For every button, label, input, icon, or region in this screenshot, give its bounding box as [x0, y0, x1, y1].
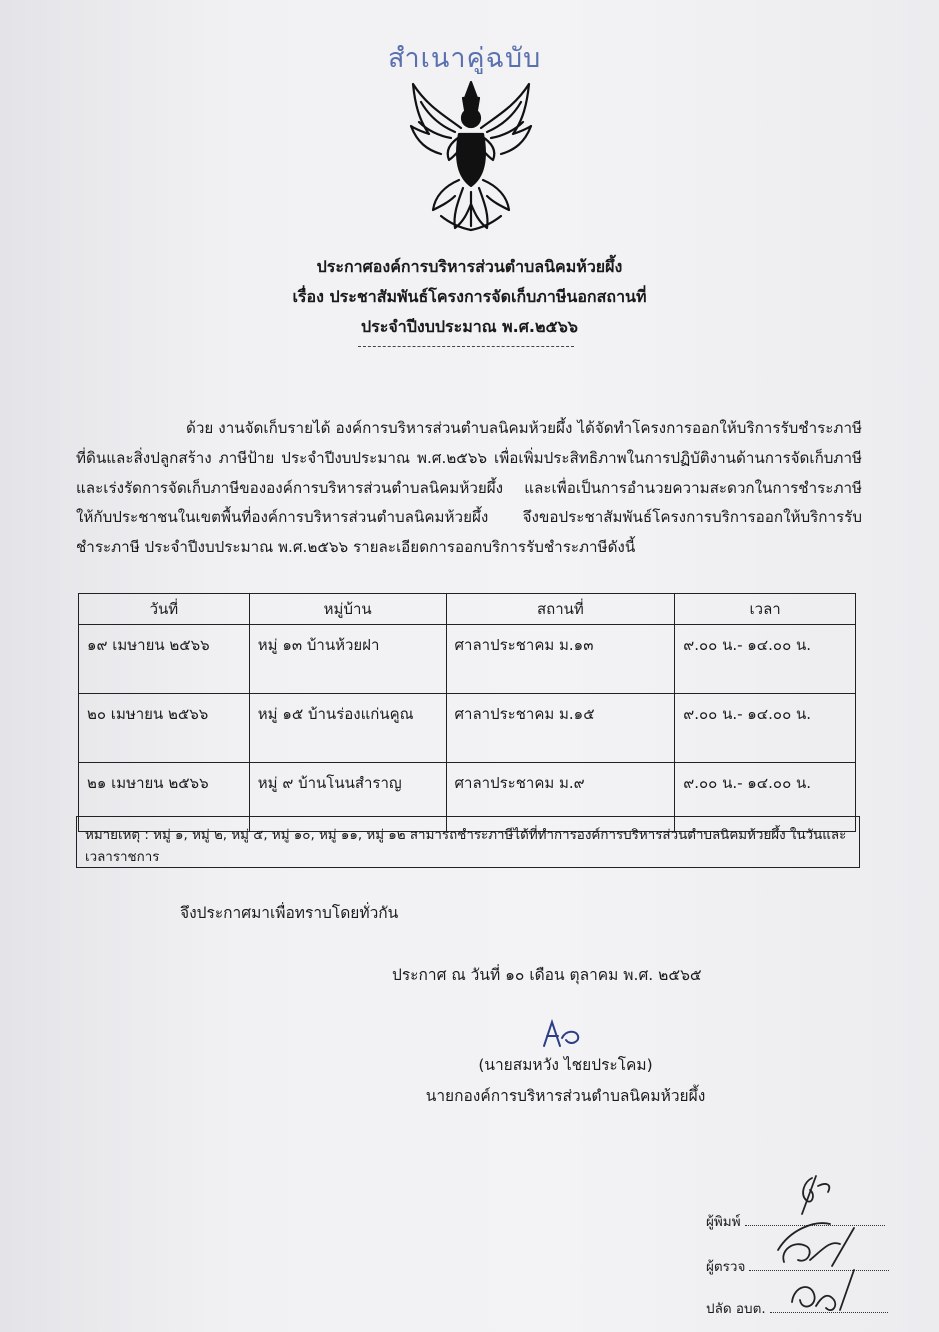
body-paragraph — [76, 414, 862, 563]
typist-label: ผู้พิมพ์ — [706, 1214, 741, 1230]
table-note: หมายเหตุ : หมู่ ๑, หมู่ ๒, หมู่ ๕, หมู่ ๑๐, หมู่ ๑๑, หมู่ ๑๒ สามารถชำระภาษีได้ที่ทำการองค์การบริหารส่วนตำบลนิคมห้วยผึ้ง ในวันและเวลาราชการ — [76, 816, 860, 868]
cell-location: ศาลาประชาคม ม.๑๓ — [446, 625, 675, 694]
schedule-table — [78, 593, 856, 832]
header-village: หมู่บ้าน — [249, 594, 446, 625]
cell-location: ศาลาประชาคม ม.๙ — [446, 763, 675, 832]
cell-date: ๒๐ เมษายน ๒๕๖๖ — [79, 694, 250, 763]
cell-date: ๑๙ เมษายน ๒๕๖๖ — [79, 625, 250, 694]
announce-date: ประกาศ ณ วันที่ ๑๐ เดือน ตุลาคม พ.ศ. ๒๕๖๕ — [392, 966, 702, 984]
table-row — [79, 625, 856, 694]
closing-line: จึงประกาศมาเพื่อทราบโดยทั่วกัน — [180, 904, 399, 922]
deputy-label: ปลัด อบต. — [706, 1301, 766, 1317]
header-time: เวลา — [675, 594, 856, 625]
table-header-row — [79, 594, 856, 625]
deputy-initial-icon — [782, 1262, 862, 1322]
signer-name: (นายสมหวัง ไชยประโคม) — [478, 1056, 653, 1074]
cell-village: หมู่ ๑๓ บ้านห้วยฝา — [249, 625, 446, 694]
header-date: วันที่ — [79, 594, 250, 625]
checker-label: ผู้ตรวจ — [706, 1259, 746, 1275]
copy-stamp: สำเนาคู่ฉบับ — [388, 43, 542, 74]
cell-time: ๙.๐๐ น.- ๑๔.๐๐ น. — [675, 763, 856, 832]
cell-time: ๙.๐๐ น.- ๑๔.๐๐ น. — [675, 694, 856, 763]
table-row — [79, 694, 856, 763]
cell-time: ๙.๐๐ น.- ๑๔.๐๐ น. — [675, 625, 856, 694]
fiscal-year-line: ประจำปีงบประมาณ พ.ศ.๒๕๖๖ — [361, 317, 578, 336]
cell-village: หมู่ ๑๕ บ้านร่องแก่นคูณ — [249, 694, 446, 763]
signer-position: นายกองค์การบริหารส่วนตำบลนิคมห้วยผึ้ง — [425, 1087, 706, 1105]
cell-date: ๒๑ เมษายน ๒๕๖๖ — [79, 763, 250, 832]
cell-village: หมู่ ๙ บ้านโนนสำราญ — [249, 763, 446, 832]
signature-icon — [538, 1018, 584, 1050]
announcement-heading: ประกาศองค์การบริหารส่วนตำบลนิคมห้วยผึ้ง — [316, 257, 623, 276]
heading-divider — [358, 346, 574, 347]
cell-location: ศาลาประชาคม ม.๑๕ — [446, 694, 675, 763]
body-text: ด้วย งานจัดเก็บรายได้ องค์การบริหารส่วนตำบลนิคมห้วยผึ้ง ได้จัดทำโครงการออกให้บริการรับชำระภาษีที่ดินและสิ่งปลูกสร้าง ภาษีป้าย ประจำปีงบประมาณ พ.ศ.๒๕๖๖ เพื่อเพิ่มประสิทธิภาพในการปฏิบัติงานด้านการจัดเก็บภาษีและเร่งรัดการจัดเก็บภาษีขององค์การบริหารส่วนตำบลนิคมห้วยผึ้ง และเพื่อเป็นการอำนวยความสะดวกในการชำระภาษี ให้กับประชาชนในเขตพื้นที่องค์การบริหารส่วนตำบลนิคมห้วยผึ้ง จึงขอประชาสัมพันธ์โครงการบริการออกให้บริการรับชำระภาษี ประจำปีงบประมาณ พ.ศ.๒๕๖๖ รายละเอียดการออกบริการรับชำระภาษีดังนี้ — [76, 419, 862, 557]
garuda-emblem-icon — [405, 76, 537, 234]
header-location: สถานที่ — [446, 594, 675, 625]
subject-line: เรื่อง ประชาสัมพันธ์โครงการจัดเก็บภาษีนอกสถานที่ — [292, 287, 647, 306]
